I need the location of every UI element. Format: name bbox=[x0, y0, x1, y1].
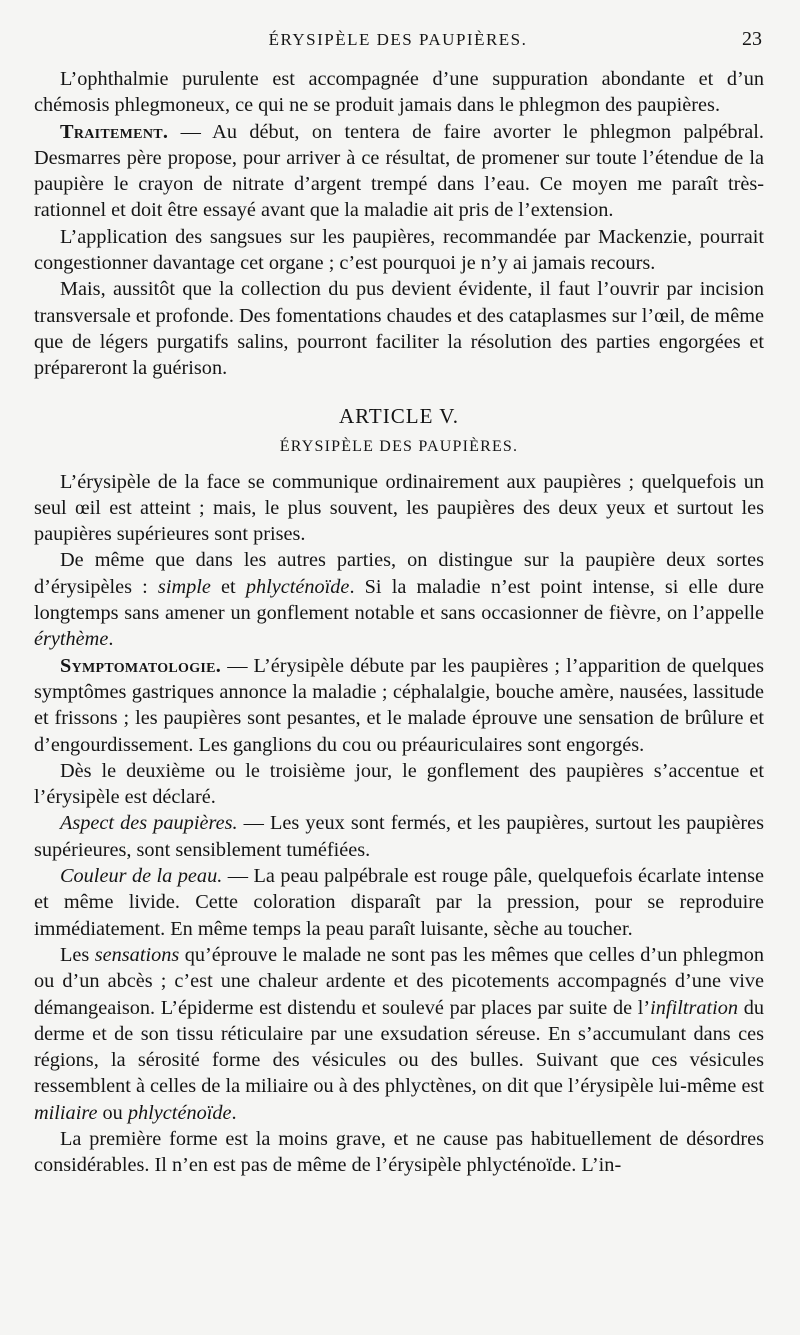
italic-subheading-aspect: Aspect des paupières. bbox=[60, 812, 238, 835]
paragraph-ophthalmie: L’ophthalmie purulente est accompagnée d’une suppuration abondante et d’un chémosis phlegmoneux, ce qui ne se produit jamais dans le phlegmon des paupières. bbox=[34, 68, 764, 117]
text-run: ou bbox=[97, 1101, 128, 1124]
text-run: et bbox=[210, 575, 246, 598]
italic-term: sensations bbox=[94, 943, 180, 966]
paragraph-aspect bbox=[34, 810, 764, 863]
paragraph-couleur bbox=[34, 863, 764, 942]
paragraph-text: — L’érysipèle débute par les paupières ; l’apparition de quelques symptômes gastriques annonce la maladie ; céphalalgie, bouche amère, nausées, lassitude et frissons ; les paupières sont pesantes, et le malade éprouve une sensation de brûlure et d’engourdissement. Les ganglions du cou ou préauriculaires sont engorgés. bbox=[34, 654, 764, 756]
italic-term: simple bbox=[157, 575, 211, 598]
article-title: ARTICLE V. bbox=[339, 403, 459, 428]
text-run: De même que dans les autres parties, on distingue sur la paupière deux sortes d’érysipèles : bbox=[34, 549, 764, 598]
italic-term: érythème bbox=[34, 628, 109, 651]
paragraph-erysipele-face: L’érysipèle de la face se communique ordinairement aux paupières ; quelquefois un seul œil est atteint ; mais, le plus souvent, les paupières des deux yeux et surtout les paupières supérieures sont prises. bbox=[34, 470, 764, 546]
text-run: qu’éprouve le malade ne sont pas les mêmes que celles d’un phlegmon ou d’un abcès ; c’est une chaleur ardente et des picotements accompagnés d’une vive démangeaison. L’épiderme est distendu et soulevé par places par suite de l’ bbox=[34, 943, 764, 1019]
paragraph-text: — Au début, on tentera de faire avorter le phlegmon palpébral. Desmarres père propose, pour arriver à ce résultat, de promener sur toute l’étendue de la paupière le crayon de nitrate d’argent trempé dans l’eau. Ce moyen me paraît très-rationnel et doit être essayé avant que la maladie ait pris de l’extension. bbox=[34, 120, 764, 222]
paragraph-deuxieme-jour: Dès le deuxième ou le troisième jour, le gonflement des paupières s’accentue et l’érysipèle est déclaré. bbox=[34, 759, 764, 809]
italic-subheading-couleur: Couleur de la peau. bbox=[60, 865, 223, 888]
paragraph-deux-sortes bbox=[34, 547, 764, 652]
paragraph-text: — Les yeux sont fermés, et les paupières, surtout les paupières supérieures, sont sensiblement tuméfiées. bbox=[34, 812, 764, 861]
page-body bbox=[34, 66, 764, 1179]
text-run: . Si la maladie n’est point intense, si elle dure longtemps sans amener un gonflement notable et sans occasionner de fièvre, on l’appelle bbox=[34, 575, 765, 625]
page-header bbox=[34, 28, 762, 54]
italic-term: infiltration bbox=[650, 996, 739, 1019]
page-number: 23 bbox=[742, 28, 762, 50]
run-in-heading-traitement: Traitement. bbox=[60, 120, 169, 143]
paragraph-premiere-forme: La première forme est la moins grave, et ne cause pas habituellement de désordres considérables. Il n’en est pas de même de l’érysipèle phlycténoïde. L’in- bbox=[34, 1127, 764, 1177]
text-run: . bbox=[108, 628, 114, 651]
paragraph-sensations bbox=[34, 942, 764, 1126]
paragraph-incision: Mais, aussitôt que la collection du pus devient évidente, il faut l’ouvrir par incision transversale et profonde. Des fomentations chaudes et des cataplasmes sur l’œil, de même que de légers purgatifs salins, pourront faciliter la résolution des parties engorgées et prépareront la guérison. bbox=[34, 278, 764, 380]
text-run: Les bbox=[60, 943, 95, 966]
paragraph-sangsues: L’application des sangsues sur les paupières, recommandée par Mackenzie, pourrait congestionner davantage cet organe ; c’est pourquoi je n’y ai jamais recours. bbox=[34, 225, 764, 275]
text-run: . bbox=[231, 1101, 237, 1124]
italic-term: phlycténoïde bbox=[127, 1101, 232, 1124]
paragraph-symptomatologie bbox=[34, 653, 764, 758]
paragraph-traitement bbox=[34, 119, 764, 224]
italic-term: phlycténoïde bbox=[245, 575, 350, 598]
text-run: du derme et de son tissu réticulaire par une exsudation séreuse. En s’accumulant dans ces régions, la sérosité forme des vésicules ou des bulles. Suivant que ces vésicules ressemblent à celles de la miliaire ou à des phlyctènes, on dit que l’érysipèle lui-même est bbox=[34, 996, 764, 1098]
italic-term: miliaire bbox=[34, 1101, 98, 1124]
run-in-heading-symptomatologie: Symptomatologie. bbox=[60, 654, 222, 677]
section-title: ÉRYSIPÈLE DES PAUPIÈRES. bbox=[279, 437, 519, 455]
running-head: ÉRYSIPÈLE DES PAUPIÈRES. bbox=[268, 30, 528, 49]
paragraph-text: — La peau palpébrale est rouge pâle, quelquefois écarlate intense et même livide. Cette coloration disparaît par la pression, pour se reproduire immédiatement. En même temps la peau paraît luisante, sèche au toucher. bbox=[34, 865, 764, 940]
